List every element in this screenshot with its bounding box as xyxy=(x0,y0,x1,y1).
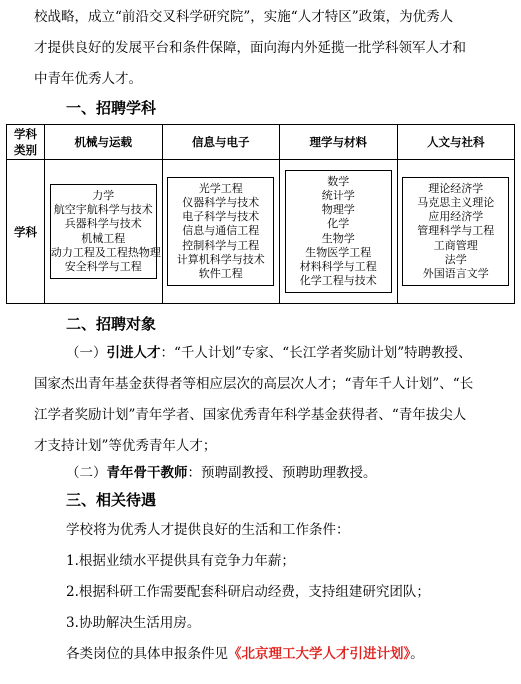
targets-p2-prefix: （二） xyxy=(66,465,107,481)
discipline-item: 力学 xyxy=(92,188,115,202)
benefits-closing xyxy=(66,645,424,663)
section-heading-targets: 二、招聘对象 xyxy=(66,315,157,333)
discipline-list xyxy=(285,170,392,294)
discipline-item: 管理科学与工程 xyxy=(417,224,495,238)
targets-p1-line-3: 江学者奖励计划”青年学者、国家优秀青年科学基金获得者、“青年拔尖人 xyxy=(34,407,467,423)
discipline-item: 化学工程与技术 xyxy=(299,274,377,288)
closing-suffix: 。 xyxy=(410,646,424,662)
benefit-item-2: 2.根据科研工作需要配套科研启动经费，支持组建研究团队； xyxy=(66,584,430,600)
discipline-item: 应用经济学 xyxy=(428,210,484,224)
discipline-list xyxy=(402,177,509,286)
discipline-item: 数学 xyxy=(327,174,350,188)
section-heading-disciplines: 一、招聘学科 xyxy=(66,99,157,117)
discipline-item: 生物学 xyxy=(321,231,355,245)
targets-p1-rest: ：“千人计划”专家、“长江学者奖励计划”特聘教授、 xyxy=(160,345,472,361)
discipline-item: 电子科学与技术 xyxy=(182,210,260,224)
discipline-cell xyxy=(397,160,515,304)
discipline-item: 法学 xyxy=(444,252,467,266)
targets-p1-line-2: 国家杰出青年基金获得者等相应层次的高层次人才；“青年千人计划”、“长 xyxy=(34,376,474,392)
discipline-item: 仪器科学与技术 xyxy=(182,195,260,209)
intro-line-1: 校战略，成立“前沿交叉科学研究院”，实施“人才特区”政策，为优秀人 xyxy=(34,9,454,25)
discipline-cell xyxy=(280,160,398,304)
targets-p2-bold: 青年骨干教师 xyxy=(106,465,188,481)
discipline-item: 外国语言文学 xyxy=(422,267,489,280)
targets-p1-line-1 xyxy=(66,344,472,362)
targets-p1-bold: 引进人才 xyxy=(106,345,161,361)
discipline-item: 理论经济学 xyxy=(428,181,484,195)
benefit-item-3: 3.协助解决生活用房。 xyxy=(66,615,201,631)
discipline-item: 工商管理 xyxy=(433,238,478,252)
targets-p1-line-4: 才支持计划”等优秀青年人才； xyxy=(34,438,217,454)
discipline-item: 动力工程及工程热物理 xyxy=(50,245,161,259)
discipline-item: 控制科学与工程 xyxy=(182,238,260,252)
column-header: 信息与电子 xyxy=(162,125,280,160)
discipline-item: 材料科学与工程 xyxy=(299,259,377,273)
discipline-cell xyxy=(162,160,280,304)
table-corner-header xyxy=(7,125,45,160)
talent-plan-link[interactable]: 《北京理工大学人才引进计划》 xyxy=(228,646,411,662)
benefit-item-1: 1.根据业绩水平提供具有竞争力年薪； xyxy=(66,553,295,569)
row-label: 学科 xyxy=(7,160,45,304)
disciplines-table xyxy=(6,124,515,304)
discipline-item: 光学工程 xyxy=(198,181,243,195)
discipline-item: 生物医学工程 xyxy=(305,245,372,259)
column-header: 人文与社科 xyxy=(397,125,515,160)
discipline-item: 计算机科学与技术 xyxy=(176,252,265,266)
targets-p2-rest: ：预聘副教授、预聘助理教授。 xyxy=(187,465,377,481)
discipline-item: 兵器科学与技术 xyxy=(64,217,142,231)
corner-line-1: 学科 xyxy=(14,127,37,141)
discipline-item: 软件工程 xyxy=(198,267,243,280)
benefits-lead: 学校将为优秀人才提供良好的生活和工作条件： xyxy=(66,522,350,538)
discipline-item: 机械工程 xyxy=(81,231,126,245)
intro-line-2: 才提供良好的发展平台和条件保障，面向海内外延揽一批学科领军人才和 xyxy=(34,40,466,56)
corner-line-2: 类别 xyxy=(14,143,37,157)
closing-prefix: 各类岗位的具体申报条件见 xyxy=(66,646,228,662)
discipline-list xyxy=(50,184,161,279)
column-header: 机械与运载 xyxy=(45,125,163,160)
discipline-item: 马克思主义理论 xyxy=(417,195,495,209)
discipline-item: 化学 xyxy=(327,217,350,231)
targets-p1-prefix: （一） xyxy=(66,345,107,361)
intro-line-3: 中青年优秀人才。 xyxy=(34,71,142,87)
targets-p2-line xyxy=(66,464,377,482)
discipline-cell xyxy=(45,160,163,304)
column-header: 理学与材料 xyxy=(280,125,398,160)
discipline-item: 信息与通信工程 xyxy=(182,224,260,238)
discipline-item: 物理学 xyxy=(321,203,355,217)
section-heading-benefits: 三、相关待遇 xyxy=(66,491,157,509)
discipline-item: 统计学 xyxy=(321,188,355,202)
discipline-item: 安全科学与工程 xyxy=(64,259,142,273)
discipline-list xyxy=(167,177,274,286)
discipline-item: 航空宇航科学与技术 xyxy=(53,203,153,217)
